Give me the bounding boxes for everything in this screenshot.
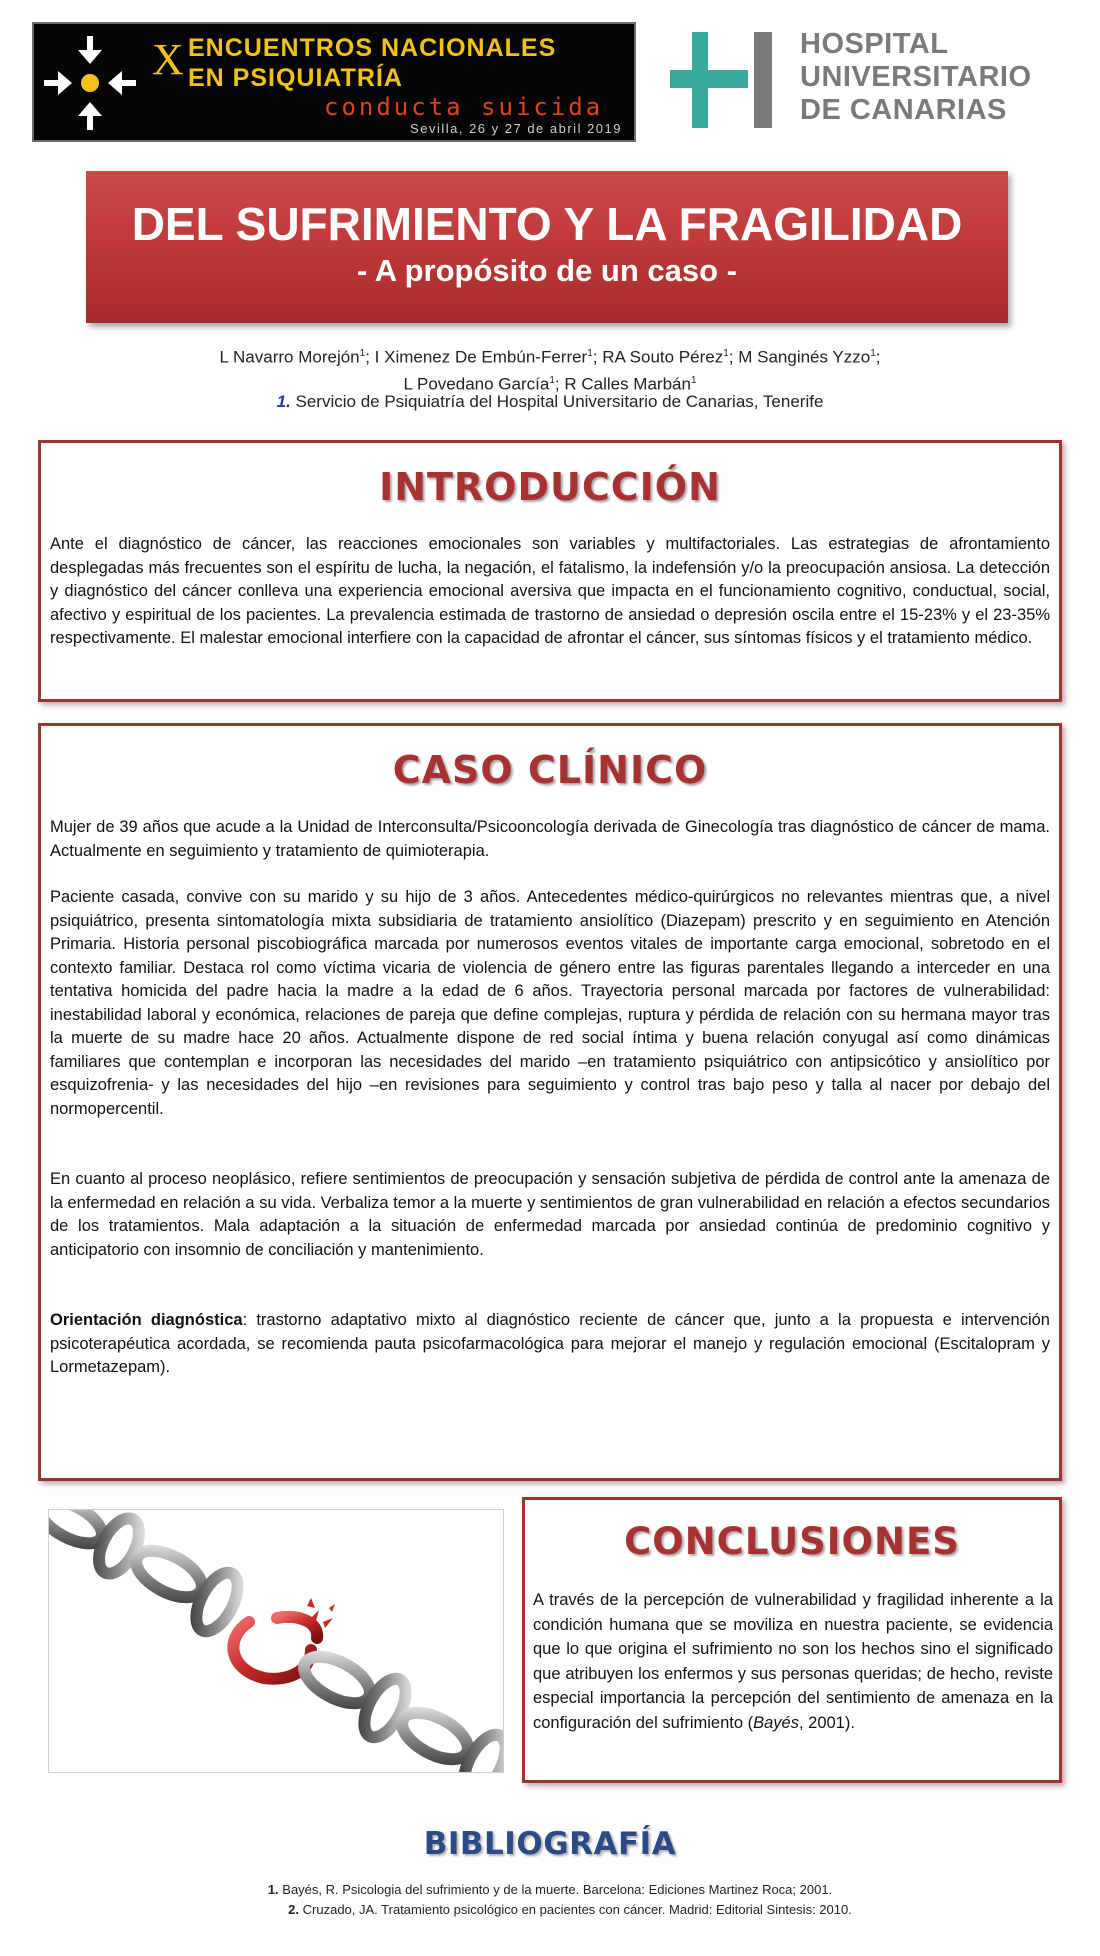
conclusions-heading: CONCLUSIONES [624, 1520, 960, 1563]
author: L Povedano García [403, 374, 550, 394]
case-paragraph-2: Paciente casada, convive con su marido y su hijo de 3 años. Antecedentes médico-quirúrgicos no relevantes mientras que, a nivel psiquiátrico, presenta sintomatología mixta subsidiaria de tratamiento ansiolítico (Diazepam) prescrito y en seguimiento en Atención Primaria. Historia personal piscobiográfica marcada por numerosos eventos vitales de importante carga emocional, sobretodo en el contexto familiar. Destaca rol como víctima vicaria de violencia de género entre las figuras parentales llegando a interceder en una tentativa homicida del padre hacia la madre a la edad de 6 años. Trayectoria personal marcada por factores de vulnerabilidad: inestabilidad laboral y económica, relaciones de pareja que define complejas, ruptura y pérdida de relación con su hermana mayor tras la muerte de su madre hace 20 años. Actualmente dispone de red social íntima y buena relación conyugal así como dinámicas familiares que contemplan e incorporan las necesidades del marido –en tratamiento psiquiátrico con antipsicótico y ansiolítico por esquizofrenia- y las necesidades del hijo –en revisiones para seguimiento y control tras bajo peso y talla al nacer por debajo del normopercentil. [50, 888, 1050, 1118]
citation: Bayés [753, 1713, 799, 1732]
author: M Sanginés Yzzo [738, 347, 871, 367]
conclusions-section [522, 1497, 1062, 1783]
author: R Calles Marbán [564, 374, 691, 394]
case-text [50, 816, 1050, 1380]
case-heading: CASO CLÍNICO [392, 748, 708, 792]
event-date: Sevilla, 26 y 27 de abril 2019 [410, 121, 622, 136]
reference-item: 2. Cruzado, JA. Tratamiento psicológico en pacientes con cáncer. Madrid: Editorial Sintesis: 2010. [288, 1902, 852, 1917]
case-paragraph-1: Mujer de 39 años que acude a la Unidad de Interconsulta/Psicooncología derivada de Ginecología tras diagnóstico de cáncer de mama. Actualmente en seguimiento y tratamiento de quimioterapia. [50, 818, 1050, 860]
conclusions-text: A través de la percepción de vulnerabilidad y fragilidad inherente a la condición humana que se moviliza en nuestra paciente, se evidencia que lo que origina el sufrimiento no son los hechos sino el significado que atribuyen los enfermos y sus personas queridas; de hecho, reviste especial importancia la percepción del sentimiento de amenaza en la configuración del sufrimiento (Bayés, 2001). [533, 1591, 1053, 1732]
affiliation-text: Servicio de Psiquiatría del Hospital Universitario de Canarias, Tenerife [295, 392, 824, 411]
bibliography-list [0, 1880, 1100, 1920]
hospital-name [800, 28, 1040, 127]
introduction-text: Ante el diagnóstico de cáncer, las reacciones emocionales son variables y multifactoriales. Las estrategias de afrontamiento desplegadas más frecuentes son el espíritu de lucha, la negación, el fatalismo, la indefensión y/o la preocupación ansiosa. La detección y diagnóstico del cáncer conlleva una experiencia emocional aversiva que impacta en el funcionamiento cognitivo, conductual, social, afectivo y espiritual de los pacientes. La prevalencia estimada de trastorno de ansiedad o depresión oscila entre el 15-23% y el 23-35% respectivamente. El malestar emocional interfiere con la capacidad de afrontar el cáncer, sus síntomas físicos y el tratamiento médico. [50, 535, 1050, 647]
hospital-name-line3: DE CANARIAS [800, 94, 1007, 126]
event-name-line1: ENCUENTROS NACIONALES [188, 34, 557, 62]
diagnosis-label: Orientación diagnóstica [50, 1311, 243, 1329]
event-theme: conducta suicida [324, 93, 604, 121]
affiliation [100, 391, 1000, 413]
reference-item: 1. Bayés, R. Psicologia del sufrimiento y de la muerte. Barcelona: Ediciones Martinez Roca; 2001. [267, 1882, 833, 1897]
bibliography-heading: BIBLIOGRAFÍA [423, 1826, 677, 1862]
author: RA Souto Pérez [602, 347, 724, 367]
event-edition: X [152, 35, 184, 84]
author: I Ximenez De Embún-Ferrer [374, 347, 588, 367]
event-name-line2: EN PSIQUIATRÍA [188, 64, 403, 92]
poster-title: DEL SUFRIMIENTO Y LA FRAGILIDAD [131, 198, 963, 250]
hospital-name-line1: HOSPITAL [800, 28, 949, 60]
author: L Navarro Morejón [219, 347, 360, 367]
hospital-cross-icon [670, 30, 790, 130]
poster-subtitle: - A propósito de un caso - [356, 253, 738, 288]
case-paragraph-3: En cuanto al proceso neoplásico, refiere sentimientos de preocupación y sensación subjetiva de pérdida de control ante la amenaza de la enfermedad en relación a su vida. Verbaliza temor a la muerte y sentimientos de gran vulnerabilidad en relación a efectos secundarios de los tratamientos. Mala adaptación a la situación de enfermedad marcada por ansiedad continúa de predominio cognitivo y anticipatorio con insomnio de conciliación y mantenimiento. [50, 1170, 1050, 1259]
case-section [38, 723, 1062, 1481]
event-logo [32, 22, 636, 142]
broken-chain-image [48, 1509, 504, 1773]
case-paragraph-4: Orientación diagnóstica: trastorno adaptativo mixto al diagnóstico reciente de cáncer que, junto a la propuesta e intervención psicoterapéutica acordada, se recomienda pauta psicofarmacológica para mejorar el manejo y regulación emocional (Escitalopram y Lormetazepam). [50, 1311, 1050, 1376]
introduction-section [38, 440, 1062, 702]
affiliation-number: 1. [276, 392, 291, 411]
arrows-icon [38, 28, 148, 138]
hospital-name-line2: UNIVERSITARIO [800, 61, 1032, 93]
title-banner [86, 171, 1008, 323]
introduction-heading: INTRODUCCIÓN [379, 465, 721, 509]
author-list: L Navarro Morejón$^1$; I Ximenez De Embún-Ferrer$^1$; RA Souto Pérez$^1$; M Sanginés Yzzo$^1$; L Povedano García$^1$; R Calles Marbán$^1$ [219, 347, 881, 394]
